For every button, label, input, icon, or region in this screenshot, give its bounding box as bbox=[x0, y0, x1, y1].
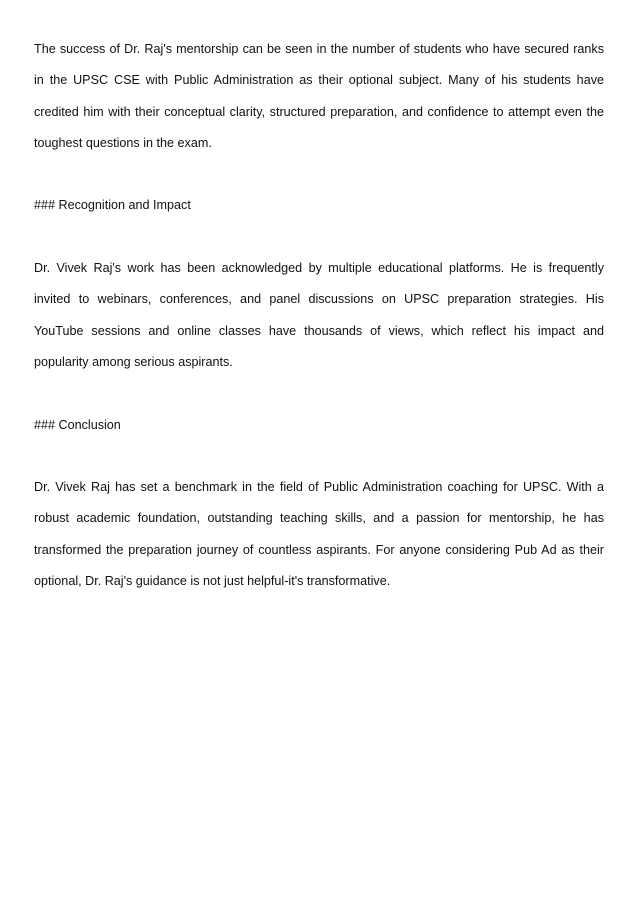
paragraph-spacer bbox=[34, 441, 604, 472]
paragraph-spacer bbox=[34, 222, 604, 253]
heading-recognition-and-impact: ### Recognition and Impact bbox=[34, 198, 191, 213]
paragraph-conclusion: Dr. Vivek Raj has set a benchmark in the field of Public Administration coaching for UPSC. With a robust academic foundation, outstanding teaching skills, and a passion for mentorship, he has transformed the preparation journey of countless aspirants. For anyone considering Pub Ad as their optional, Dr. Raj's guidance is not just helpful-it's transformative. bbox=[34, 480, 604, 589]
document-body bbox=[34, 34, 604, 597]
paragraph-recognition: Dr. Vivek Raj's work has been acknowledged by multiple educational platforms. He is frequently invited to webinars, conferences, and panel discussions on UPSC preparation strategies. His YouTube sessions and online classes have thousands of views, which reflect his impact and popularity among serious aspirants. bbox=[34, 261, 604, 369]
paragraph-spacer bbox=[34, 159, 604, 190]
paragraph-spacer bbox=[34, 378, 604, 409]
heading-conclusion: ### Conclusion bbox=[34, 417, 121, 432]
paragraph-mentorship-success: The success of Dr. Raj's mentorship can be seen in the number of students who have secured ranks in the UPSC CSE with Public Administration as their optional subject. Many of his students have credited him with their conceptual clarity, structured preparation, and confidence to attempt even the toughest questions in the exam. bbox=[34, 42, 604, 150]
